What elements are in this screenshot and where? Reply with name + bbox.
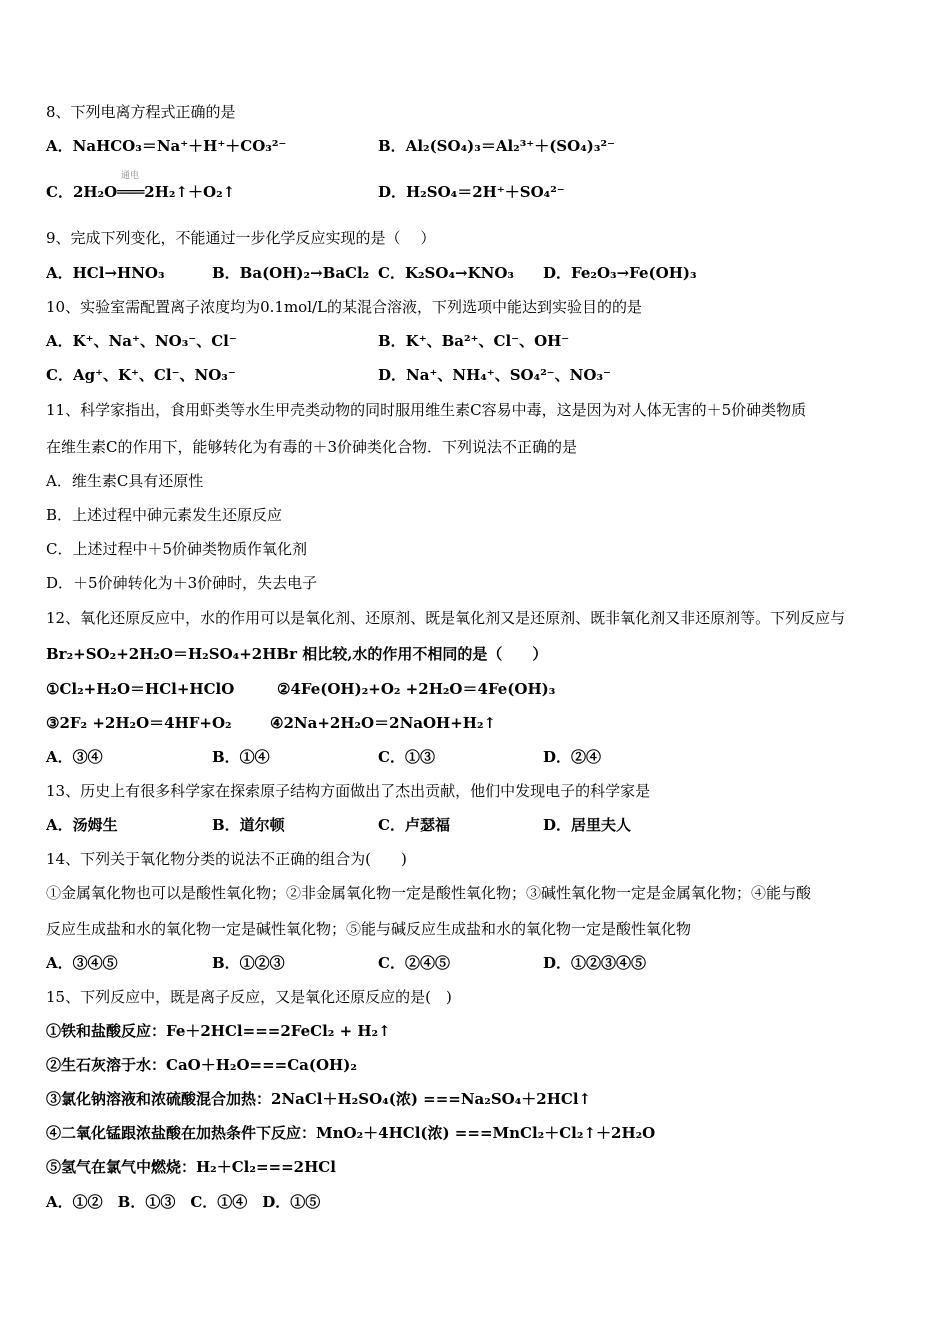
q14-option-c: C．②④⑤ bbox=[378, 954, 450, 972]
q12-option-b: B．①④ bbox=[212, 748, 270, 766]
q11-stem-line1: 11、科学家指出，食用虾类等水生甲壳类动物的同时服用维生素C容易中毒，这是因为对人体无害的＋5价砷类物质 bbox=[46, 401, 807, 419]
q9-option-a: A．HCl→HNO₃ bbox=[46, 264, 165, 282]
q9-option-d: D．Fe₂O₃→Fe(OH)₃ bbox=[543, 264, 697, 282]
q13-option-b: B．道尔顿 bbox=[212, 816, 285, 834]
q15-reaction-1: ①铁和盐酸反应：Fe＋2HCl===2FeCl₂ + H₂↑ bbox=[46, 1022, 391, 1040]
q8-option-b: B．Al₂(SO₄)₃＝Al₂³⁺＋(SO₄)₃²⁻ bbox=[378, 137, 615, 155]
q8-option-c-condition: 通电 bbox=[121, 171, 140, 181]
q12-reaction-3: ③2F₂ +2H₂O＝4HF+O₂ bbox=[46, 714, 232, 732]
q14-option-d: D．①②③④⑤ bbox=[543, 954, 647, 972]
q9-stem: 9、完成下列变化，不能通过一步化学反应实现的是（ ） bbox=[46, 229, 436, 247]
q8-option-a: A．NaHCO₃＝Na⁺＋H⁺＋CO₃²⁻ bbox=[46, 137, 287, 155]
q9-option-c: C．K₂SO₄→KNO₃ bbox=[378, 264, 514, 282]
q14-option-a: A．③④⑤ bbox=[46, 954, 118, 972]
q13-stem: 13、历史上有很多科学家在探索原子结构方面做出了杰出贡献，他们中发现电子的科学家是 bbox=[46, 782, 651, 800]
q12-reaction-1: ①Cl₂+H₂O＝HCl+HClO bbox=[46, 680, 235, 698]
q14-body-line2: 反应生成盐和水的氧化物一定是碱性氧化物；⑤能与碱反应生成盐和水的氧化物一定是酸性氧化物 bbox=[46, 920, 692, 938]
q12-option-d: D．②④ bbox=[543, 748, 602, 766]
q12-reaction-2: ②4Fe(OH)₂+O₂ +2H₂O＝4Fe(OH)₃ bbox=[277, 680, 556, 698]
q15-reaction-3: ③氯化钠溶液和浓硫酸混合加热：2NaCl＋H₂SO₄(浓) ===Na₂SO₄＋2HCl↑ bbox=[46, 1090, 592, 1108]
q11-option-c: C．上述过程中＋5价砷类物质作氧化剂 bbox=[46, 540, 308, 558]
q8-option-c: C．2H₂O═══2H₂↑＋O₂↑ bbox=[46, 183, 236, 201]
q13-option-a: A．汤姆生 bbox=[46, 816, 118, 834]
q8-stem: 8、下列电离方程式正确的是 bbox=[46, 103, 236, 121]
q11-option-a: A．维生素C具有还原性 bbox=[46, 472, 204, 490]
q10-option-d: D．Na⁺、NH₄⁺、SO₄²⁻、NO₃⁻ bbox=[378, 366, 611, 384]
q8-option-d: D．H₂SO₄＝2H⁺＋SO₄²⁻ bbox=[378, 183, 565, 201]
q12-reaction-4: ④2Na+2H₂O＝2NaOH+H₂↑ bbox=[270, 714, 497, 732]
q10-stem: 10、实验室需配置离子浓度均为0.1mol/L的某混合溶液，下列选项中能达到实验目的的是 bbox=[46, 298, 643, 316]
q15-reaction-5: ⑤氢气在氯气中燃烧：H₂＋Cl₂===2HCl bbox=[46, 1158, 336, 1176]
q14-body-line1: ①金属氧化物也可以是酸性氧化物；②非金属氧化物一定是酸性氧化物；③碱性氧化物一定是金属氧化物；④能与酸 bbox=[46, 884, 812, 902]
q10-option-c: C．Ag⁺、K⁺、Cl⁻、NO₃⁻ bbox=[46, 366, 236, 384]
q15-reaction-4: ④二氧化锰跟浓盐酸在加热条件下反应：MnO₂＋4HCl(浓) ===MnCl₂＋Cl₂↑＋2H₂O bbox=[46, 1124, 656, 1142]
q10-option-a: A．K⁺、Na⁺、NO₃⁻、Cl⁻ bbox=[46, 332, 237, 350]
q15-options: A．①② B．①③ C．①④ D．①⑤ bbox=[46, 1193, 321, 1211]
q12-option-c: C．①③ bbox=[378, 748, 435, 766]
q14-stem: 14、下列关于氧化物分类的说法不正确的组合为( ) bbox=[46, 850, 407, 868]
q12-stem-line2: Br₂+SO₂+2H₂O＝H₂SO₄+2HBr 相比较,水的作用不相同的是（ ） bbox=[46, 645, 548, 663]
q11-option-b: B．上述过程中砷元素发生还原反应 bbox=[46, 506, 283, 524]
q11-option-d: D．＋5价砷转化为＋3价砷时，失去电子 bbox=[46, 574, 318, 592]
q14-option-b: B．①②③ bbox=[212, 954, 285, 972]
q12-option-a: A．③④ bbox=[46, 748, 103, 766]
q9-option-b: B．Ba(OH)₂→BaCl₂ bbox=[212, 264, 370, 282]
q11-stem-line2: 在维生素C的作用下，能够转化为有毒的＋3价砷类化合物．下列说法不正确的是 bbox=[46, 438, 578, 456]
q13-option-d: D．居里夫人 bbox=[543, 816, 632, 834]
q15-stem: 15、下列反应中，既是离子反应，又是氧化还原反应的是( ) bbox=[46, 988, 452, 1006]
q10-option-b: B．K⁺、Ba²⁺、Cl⁻、OH⁻ bbox=[378, 332, 570, 350]
q15-reaction-2: ②生石灰溶于水：CaO＋H₂O===Ca(OH)₂ bbox=[46, 1056, 357, 1074]
q12-stem-line1: 12、氧化还原反应中，水的作用可以是氧化剂、还原剂、既是氧化剂又是还原剂、既非氧化剂又非还原剂等。下列反应与 bbox=[46, 609, 846, 627]
q13-option-c: C．卢瑟福 bbox=[378, 816, 450, 834]
